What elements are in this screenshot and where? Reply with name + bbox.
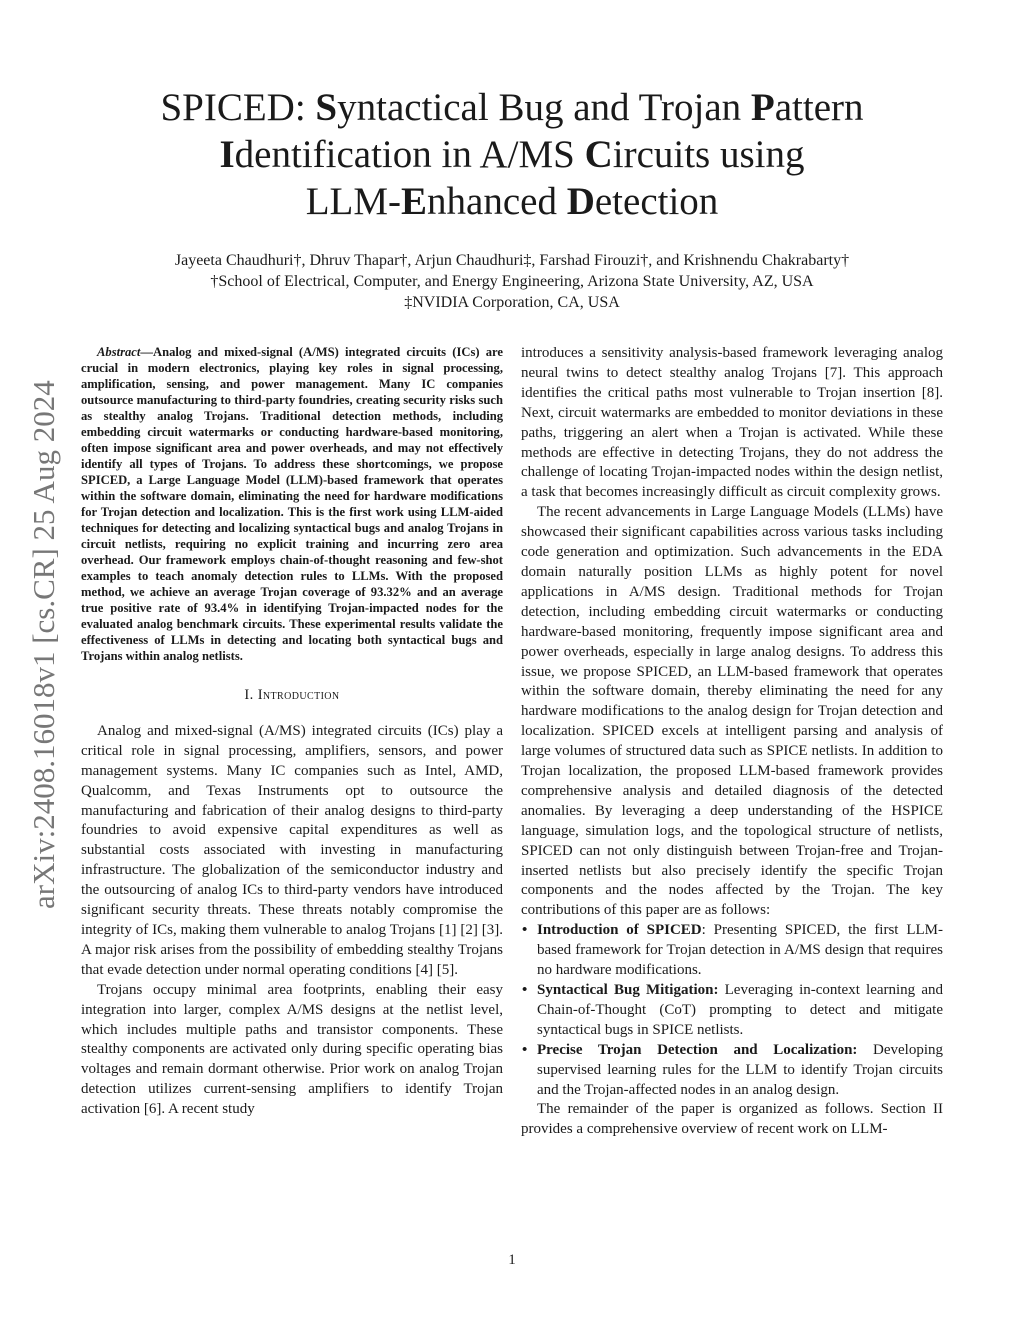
list-item: • Precise Trojan Detection and Localization: Developing supervised learning rules for the LLM to identify Trojan circuits and the Trojan-affected nodes in an analog design.	[537, 1041, 943, 1101]
paper-title: SPICED: Syntactical Bug and Trojan Pattern Identification in A/MS Circuits using LLM-Enhanced Detection	[160, 86, 864, 223]
list-item: • Introduction of SPICED: Presenting SPICED, the first LLM-based framework for Trojan detection in A/MS design that requires no hardware modifications.	[537, 921, 943, 981]
intro-paragraph-2-continued: introduces a sensitivity analysis-based framework leveraging analog neural twins to detect stealthy analog Trojans [7]. This approach identifies the critical paths most vulnerable to Trojan insertion [8]. Next, circuit watermarks are embedded to monitor deviations in these paths, triggering an alert when a Trojan is activated. While these methods are effective in detecting Trojans, they do not address the challenge of locating Trojan-impacted nodes within the design netlist, a task that becomes increasingly difficult as circuit complexity grows.	[521, 345, 943, 501]
abstract: Abstract—Analog and mixed-signal (A/MS) integrated circuits (ICs) are crucial in modern electronics, playing key roles in signal processing, amplification, sensing, and power management. Many IC companies outsource manufacturing to third-party foundries, creating security risks such as stealthy analog Trojans. Traditional detection methods, including embedding circuit watermarks or conducting hardware-based monitoring, often impose significant area and power overheads, and may not effectively identify all types of Trojans. To address these shortcomings, we propose SPICED, a Large Language Model (LLM)-based framework that operates within the software domain, eliminating the need for hardware modifications for Trojan detection and localization. This is the first work using LLM-aided techniques for detecting and localizing syntactical bugs and analog Trojans in circuit netlists, requiring no explicit training and incurring zero area overhead. Our framework employs chain-of-thought reasoning and few-shot examples to teach anomaly detection rules to LLMs. With the proposed method, we achieve an average Trojan coverage of 93.32% and an average true positive rate of 93.4% in identifying Trojan-impacted nodes for the evaluated analog benchmark circuits. These experimental results validate the effectiveness of LLMs in detecting and locating both syntactical bugs and Trojans within analog netlists.	[81, 345, 503, 663]
left-column	[81, 344, 503, 1120]
intro-paragraph-3: The recent advancements in Large Language Models (LLMs) have showcased their significant capabilities across various tasks including code generation and optimization. Such advancements in the EDA domain naturally position LLMs as highly potent for novel applications in A/MS design. Traditional methods for Trojan detection, including embedding circuit watermarks or conducting hardware-based monitoring, frequently impose significant area and power overheads, especially in large analog designs. To address this issue, we propose SPICED, an LLM-based framework that operates within the software domain, thereby eliminating the need for any hardware modifications to the analog design for Trojan detection and localization. SPICED excels at intelligent parsing and analysis of large volumes of structured data such as SPICE netlists. In addition to Trojan localization, the proposed LLM-based framework provides comprehensive analysis and detailed diagnosis of the detected anomalies. By leveraging a deep understanding of the HSPICE language, simulation logs, and the topological structure of netlists, SPICED can not only distinguish between Trojan-free and Trojan-inserted netlists but also precisely identify the specific Trojan components and the nodes affected by the Trojan. The key contributions of this paper are as follows:	[521, 504, 943, 919]
arxiv-identifier: arXiv:2408.16018v1 [cs.CR] 25 Aug 2024	[26, 380, 61, 910]
right-column	[521, 344, 943, 1140]
intro-paragraph-1: Analog and mixed-signal (A/MS) integrated circuits (ICs) play a critical role in signal processing, amplifiers, sensors, and power management systems. Many IC companies such as Intel, AMD, Qualcomm, and Texas Instruments opt to outsource the manufacturing and fabrication of their analog designs to third-party foundries to avoid expensive capital expenditures as well as substantial costs associated with investing in manufacturing infrastructure. The globalization of the semiconductor industry and the outsourcing of analog ICs to third-party vendors have introduced significant security threats. These threats notably compromise the integrity of ICs, making them vulnerable to analog Trojans [1] [2] [3]. A major risk arises from the possibility of embedding stealthy Trojans that evade detection under normal operating conditions [4] [5].	[81, 722, 503, 978]
intro-paragraph-4: The remainder of the paper is organized as follows. Section II provides a comprehensive overview of recent work on LLM-	[521, 1101, 943, 1138]
affiliation-asu: †School of Electrical, Computer, and Energy Engineering, Arizona State University, AZ, USA	[210, 273, 814, 290]
abstract-text: Analog and mixed-signal (A/MS) integrated circuits (ICs) are crucial in modern electronics, playing key roles in signal processing, amplification, sensing, and power management. Many IC companies outsource manufacturing to third-party foundries, creating security risks such as stealthy analog Trojans. Traditional detection methods, including embedding circuit watermarks or conducting hardware-based monitoring, often impose significant area and power overheads, and may not effectively identify all types of Trojans. To address these shortcomings, we propose SPICED, a Large Language Model (LLM)-based framework that operates within the software domain, eliminating the need for hardware modifications for Trojan detection and localization. This is the first work using LLM-aided techniques for detecting and localizing syntactical bugs and analog Trojans in circuit netlists, requiring no explicit training and incurring zero area overhead. Our framework employs chain-of-thought reasoning and few-shot examples to teach anomaly detection rules to LLMs. With the proposed method, we achieve an average Trojan coverage of 93.32% and an average true positive rate of 93.4% in identifying Trojan-impacted nodes for the evaluated analog benchmark circuits. These experimental results validate the effectiveness of LLMs in detecting and locating both syntactical bugs and Trojans within analog netlists.	[81, 345, 503, 663]
page-number: 1	[508, 1252, 516, 1268]
section-heading-introduction: I. Introduction	[244, 687, 340, 703]
list-item: • Syntactical Bug Mitigation: Leveraging in-context learning and Chain-of-Thought (CoT) prompting to detect and mitigate syntactical bugs in SPICE netlists.	[537, 981, 943, 1041]
contributions-list	[521, 921, 943, 1100]
intro-paragraph-2: Trojans occupy minimal area footprints, enabling their easy integration into larger, complex A/MS designs at the netlist level, which includes multiple paths and transistor components. These stealthy components are activated only during specific operating bias voltages and remain dormant otherwise. Prior work on analog Trojan detection utilizes current-sensing amplifiers to identify Trojan activation [6]. A recent study	[81, 981, 503, 1118]
abstract-label: Abstract	[97, 345, 141, 359]
affiliation-nvidia: ‡NVIDIA Corporation, CA, USA	[404, 294, 620, 311]
author-block	[100, 250, 924, 313]
author-list: Jayeeta Chaudhuri†, Dhruv Thapar†, Arjun Chaudhuri‡, Farshad Firouzi†, and Krishnendu Chakrabarty†	[174, 252, 850, 269]
